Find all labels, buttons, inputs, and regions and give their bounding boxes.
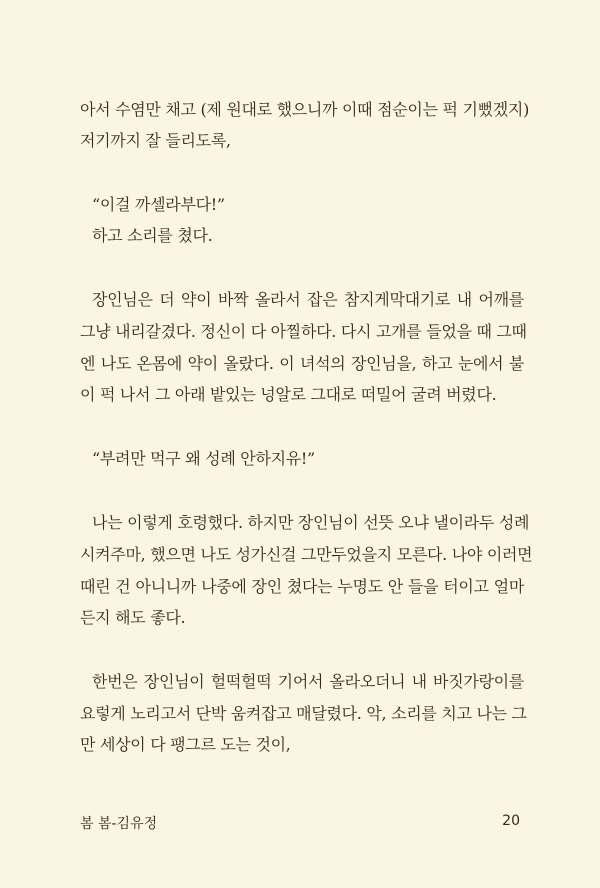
dialogue-line: “이걸 까셀라부다!” — [92, 195, 225, 214]
page-number: 20 — [502, 813, 520, 829]
text-line: 아서 수염만 채고 (제 원대로 했으니까 이때 점순이는 퍽 기뻤겠지) — [80, 100, 530, 119]
dialogue-line: “부려만 먹구 왜 성례 안하지유!” — [92, 449, 315, 468]
text-line: 시켜주마, 했으면 나도 성가신걸 그만두었을지 모른다. 나야 이러면 — [80, 545, 533, 564]
text-line: 만 세상이 다 팽그르 도는 것이, — [80, 735, 291, 754]
text-line: 나는 이렇게 호령했다. 하지만 장인님이 선뜻 오냐 낼이라두 성례 — [92, 513, 530, 532]
text-line: 때린 건 아니니까 나중에 장인 쳤다는 누명도 안 들을 터이고 얼마 — [80, 577, 524, 596]
text-line: 장인님은 더 약이 바짝 올라서 잡은 참지게막대기로 내 어깨를 — [92, 290, 524, 309]
text-line: 엔 나도 온몸에 약이 올랐다. 이 녀석의 장인님을, 하고 눈에서 불 — [80, 354, 524, 373]
text-line: 그냥 내리갈겼다. 정신이 다 아찔하다. 다시 고개를 들었을 때 그때 — [80, 322, 527, 341]
text-line: 한번은 장인님이 헐떡헐떡 기어서 올라오더니 내 바짓가랑이를 — [92, 672, 524, 691]
text-line: 저기까지 잘 들리도록, — [80, 131, 231, 150]
text-line: 이 퍽 나서 그 아래 밭있는 넝알로 그대로 떠밀어 굴려 버렸다. — [80, 385, 497, 404]
text-line: 든지 해도 좋다. — [80, 608, 186, 627]
book-title-footer: 봄 봄-김유정 — [80, 816, 158, 832]
text-line: 하고 소리를 쳤다. — [92, 226, 213, 245]
text-line: 요렇게 노리고서 단박 움켜잡고 매달렸다. 악, 소리를 치고 나는 그 — [80, 704, 527, 723]
